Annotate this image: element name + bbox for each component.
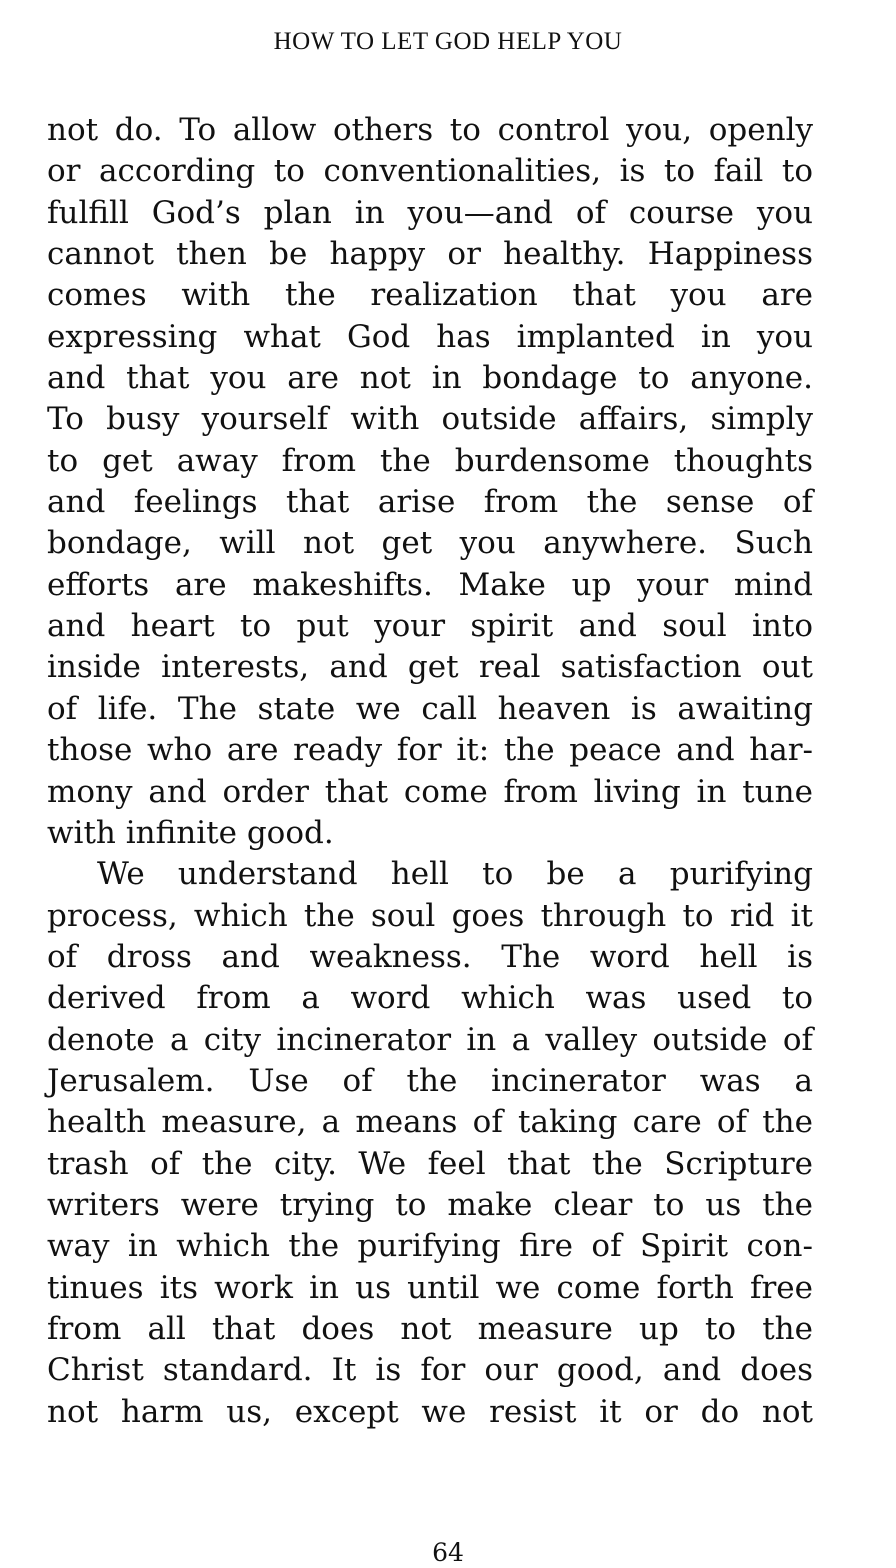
text-line: from all that does not measure up to the (47, 1310, 813, 1347)
text-line: fulfill God’s plan in you—and of course you (47, 194, 813, 231)
text-line: We understand hell to be a purifying (97, 856, 813, 893)
text-line: to get away from the burdensome thoughts (47, 442, 813, 479)
text-line: of life. The state we call heaven is awaiting (47, 690, 813, 727)
text-line: bondage, will not get you anywhere. Such (47, 525, 813, 562)
text-line: and feelings that arise from the sense of (47, 484, 813, 521)
text-line: or according to conventionalities, is to fail to (47, 153, 813, 190)
text-line: cannot then be happy or healthy. Happiness (47, 236, 813, 273)
text-line: and that you are not in bondage to anyone. (47, 360, 813, 397)
text-line: denote a city incinerator in a valley outside of (47, 1021, 813, 1058)
text-line: way in which the purifying fire of Spirit con- (47, 1228, 813, 1265)
text-line: writers were trying to make clear to us the (47, 1186, 813, 1223)
text-line: not do. To allow others to control you, openly (47, 112, 813, 148)
text-line: Christ standard. It is for our good, and does (47, 1352, 813, 1389)
text-line: and heart to put your spirit and soul into (47, 608, 813, 645)
text-line: Jerusalem. Use of the incinerator was a (47, 1062, 813, 1099)
text-line: with infinite good. (47, 814, 334, 851)
text-line: of dross and weakness. The word hell is (47, 938, 813, 975)
text-line: trash of the city. We feel that the Scripture (47, 1145, 813, 1182)
text-line: derived from a word which was used to (47, 980, 813, 1017)
text-line: process, which the soul goes through to rid it (47, 897, 813, 934)
text-line: health measure, a means of taking care of the (47, 1104, 813, 1141)
running-head: HOW TO LET GOD HELP YOU (273, 28, 623, 55)
paragraph (47, 110, 813, 854)
text-line: not harm us, except we resist it or do not (47, 1393, 813, 1430)
text-line: those who are ready for it: the peace and har- (47, 732, 813, 769)
page-number: 64 (432, 1538, 464, 1567)
text-line: To busy yourself with outside affairs, simply (47, 401, 813, 438)
text-line: inside interests, and get real satisfaction out (47, 649, 813, 686)
text-line: comes with the realization that you are (47, 277, 813, 314)
paragraph (47, 854, 813, 1433)
text-line: expressing what God has implanted in you (47, 318, 813, 355)
text-line: efforts are makeshifts. Make up your mind (47, 566, 813, 603)
body-text (47, 110, 813, 1433)
text-line: tinues its work in us until we come forth free (47, 1269, 813, 1306)
text-line: mony and order that come from living in tune (47, 773, 813, 810)
